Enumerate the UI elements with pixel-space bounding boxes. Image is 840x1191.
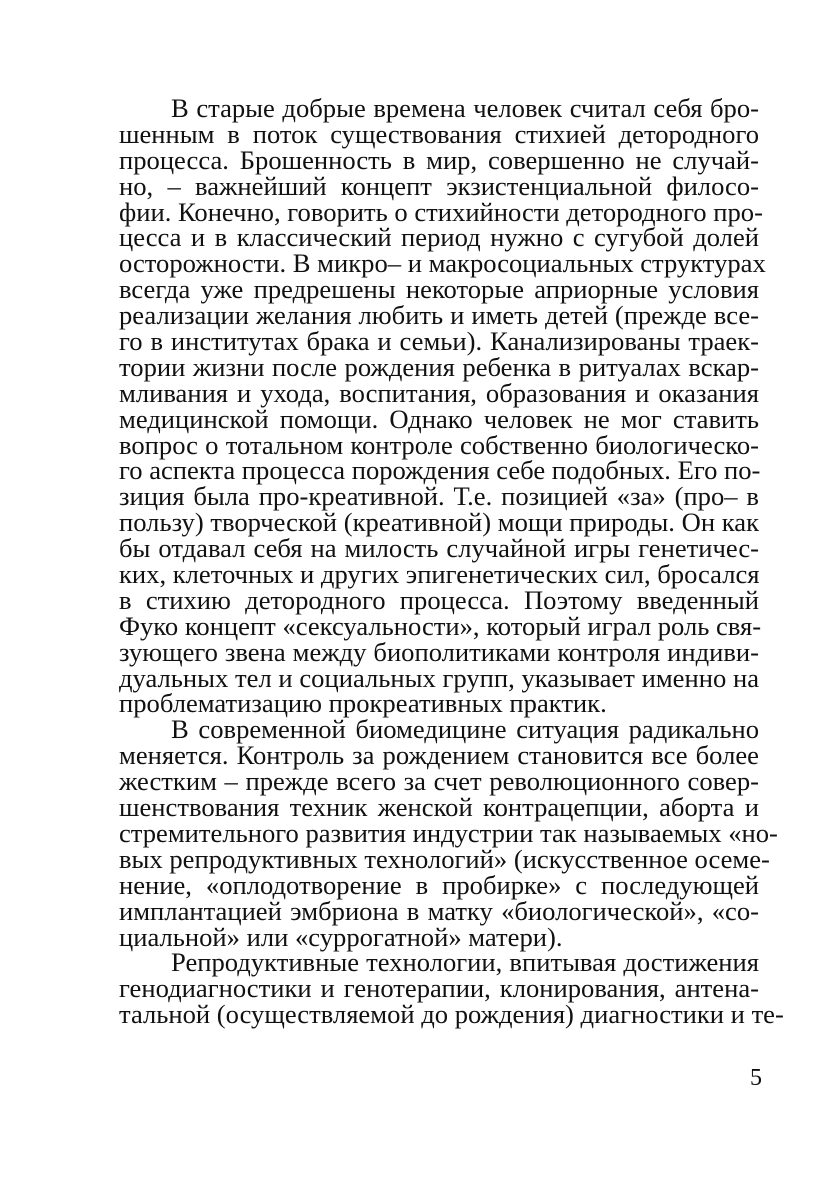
paragraph	[119, 714, 778, 952]
text-line: реализации желания любить и иметь детей (прежде все-	[119, 300, 759, 331]
text-line: Репродуктивные технологии, впитывая достижения	[171, 947, 759, 978]
text-line: В старые добрые времена человек считал себя бро-	[171, 93, 759, 123]
text-line: генодиагностики и генотерапии, клонирования, антена-	[119, 973, 759, 1004]
text-line: го в институтах брака и семьи). Канализированы траек-	[119, 326, 759, 357]
text-line: В современной биомедицине ситуация радикально	[171, 714, 759, 745]
text-line: цесса и в классический период нужно с сугубой долей	[119, 222, 759, 253]
text-line: медицинской помощи. Однако человек не мог ставить	[119, 403, 759, 434]
text-line: тальной (осуществляемой до рождения) диагностики и те-	[119, 999, 784, 1030]
text-line: в стихию детородного процесса. Поэтому введенный	[119, 584, 759, 615]
text-line: вопрос о тотальном контроле собственно биологическо-	[119, 429, 759, 460]
text-line: го аспекта процесса порождения себе подобных. Его по-	[119, 455, 761, 486]
text-line: шенствования техник женской контрацепции, аборта и	[119, 792, 759, 823]
text-line: процесса. Брошенность в мир, совершенно не случай-	[119, 144, 759, 175]
text-line: жестким – прежде всего за счет революционного совер-	[119, 766, 759, 797]
text-line: нение, «оплодотворение в пробирке» с последующей	[119, 869, 759, 900]
page-number: 5	[750, 1065, 762, 1091]
text-line: зующего звена между биополитиками контроля индиви-	[119, 636, 759, 667]
text-line: дуальных тел и социальных групп, указывает именно на	[119, 662, 759, 693]
text-line: фии. Конечно, говорить о стихийности детородного про-	[119, 196, 763, 227]
text-line: проблематизацию прокреативных практик.	[119, 688, 607, 719]
text-line: шенным в поток существования стихией детородного	[119, 118, 759, 149]
text-line: тории жизни после рождения ребенка в ритуалах вскар-	[119, 351, 759, 382]
text-line: вых репродуктивных технологий» (искусственное осеме-	[119, 843, 770, 874]
text-line: осторожности. В микро– и макросоциальных структурах	[119, 248, 766, 279]
text-line: пользу) творческой (креативной) мощи природы. Он как	[119, 507, 759, 538]
text-line: мливания и ухода, воспитания, образования и оказания	[119, 377, 759, 408]
text-line: циальной» или «суррогатной» матери).	[119, 921, 563, 952]
text-line: бы отдавал себя на милость случайной игры генетичес-	[119, 533, 759, 564]
body-text	[119, 93, 784, 1030]
text-line: стремительного развития индустрии так называемых «но-	[119, 817, 778, 848]
text-line: имплантацией эмбриона в матку «биологической», «со-	[119, 895, 759, 926]
paragraph	[119, 93, 766, 719]
text-line: Фуко концепт «сексуальности», который играл роль свя-	[119, 610, 762, 641]
text-line: зиция была про-креативной. Т.е. позицией «за» (про– в	[119, 481, 759, 512]
text-line: но, – важнейший концепт экзистенциальной филосо-	[119, 170, 759, 201]
text-line: ких, клеточных и других эпигенетических сил, бросался	[119, 559, 760, 590]
paragraph	[119, 947, 784, 1030]
text-line: меняется. Контроль за рождением становится все более	[119, 740, 759, 771]
text-line: всегда уже предрешены некоторые априорные условия	[119, 274, 759, 305]
